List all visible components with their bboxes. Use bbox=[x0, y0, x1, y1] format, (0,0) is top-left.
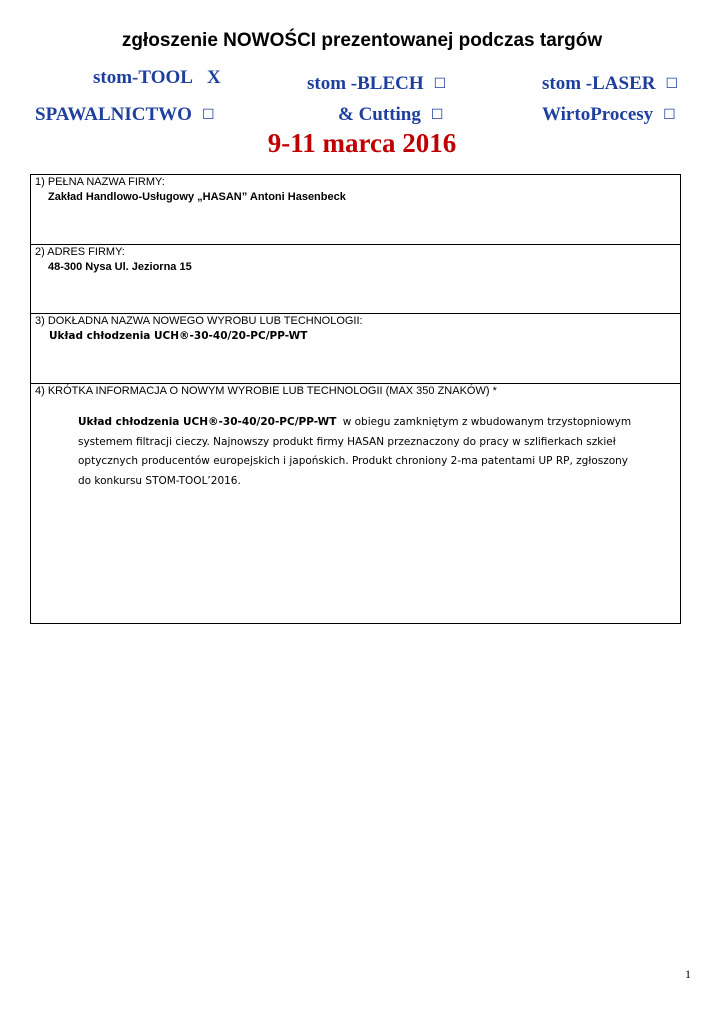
fair-stom-laser bbox=[542, 73, 678, 95]
fair-stom-blech bbox=[307, 73, 446, 95]
fair-stom-blech-label: stom -BLECH bbox=[307, 73, 424, 94]
fair-spawalnictwo bbox=[35, 104, 215, 126]
section-product-info bbox=[31, 384, 680, 623]
fair-stom-tool-label: stom-TOOL bbox=[93, 67, 193, 88]
fair-wirtoprocesy-label: WirtoProcesy bbox=[542, 104, 654, 125]
fair-stom-laser-checkbox[interactable]: ☐ bbox=[665, 76, 679, 92]
page-title: zgłoszenie NOWOŚCI prezentowanej podczas targów bbox=[121, 30, 603, 51]
product-info-field[interactable] bbox=[31, 398, 680, 491]
product-info-text: w obiegu zamkniętym z wbudowanym trzystopniowym systemem filtracji cieczy. Najnowszy produkt firmy HASAN przeznaczony do pracy w szlifierkach szkieł optycznych producentów europejskich i japońskich. Produkt chroniony 2-ma patentami UP RP, zgłoszony do konkursu STOM-TOOL’2016. bbox=[78, 416, 632, 487]
application-form bbox=[30, 174, 681, 624]
fair-cutting-label: & Cutting bbox=[338, 104, 421, 125]
fair-stom-blech-checkbox[interactable]: ☐ bbox=[433, 76, 447, 92]
fair-cutting bbox=[338, 104, 443, 126]
section-address bbox=[31, 245, 680, 314]
fair-wirtoprocesy bbox=[542, 104, 676, 126]
address-label: 2) ADRES FIRMY: bbox=[35, 246, 125, 258]
product-info-product-name: Układ chłodzenia UCH®-30-40/20-PC/PP-WT bbox=[78, 416, 337, 428]
product-info-label: 4) KRÓTKA INFORMACJA O NOWYM WYROBIE LUB TECHNOLOGII (MAX 350 ZNAKÓW) * bbox=[35, 385, 497, 397]
fair-stom-tool bbox=[93, 67, 221, 89]
section-company-name bbox=[31, 175, 680, 245]
fair-wirtoprocesy-checkbox[interactable]: ☐ bbox=[663, 107, 676, 123]
product-name-field[interactable]: Układ chłodzenia UCH®-30-40/20-PC/PP-WT bbox=[49, 330, 308, 342]
page-number: 1 bbox=[685, 967, 691, 981]
company-name-label: 1) PEŁNA NAZWA FIRMY: bbox=[35, 176, 165, 188]
product-name-label: 3) DOKŁADNA NAZWA NOWEGO WYROBU LUB TECHNOLOGII: bbox=[35, 315, 363, 327]
fair-stom-tool-checkbox[interactable]: X bbox=[206, 67, 221, 88]
fair-stom-laser-label: stom -LASER bbox=[542, 73, 656, 94]
event-dates: 9-11 marca 2016 bbox=[267, 128, 457, 158]
fair-cutting-checkbox[interactable]: ☐ bbox=[430, 107, 444, 123]
address-field[interactable]: 48-300 Nysa Ul. Jeziorna 15 bbox=[48, 261, 192, 273]
section-product-name bbox=[31, 314, 680, 384]
fair-spawalnictwo-checkbox[interactable]: ☐ bbox=[201, 107, 215, 123]
fair-spawalnictwo-label: SPAWALNICTWO bbox=[35, 104, 192, 125]
company-name-field[interactable]: Zakład Handlowo-Usługowy „HASAN” Antoni Hasenbeck bbox=[48, 191, 346, 203]
